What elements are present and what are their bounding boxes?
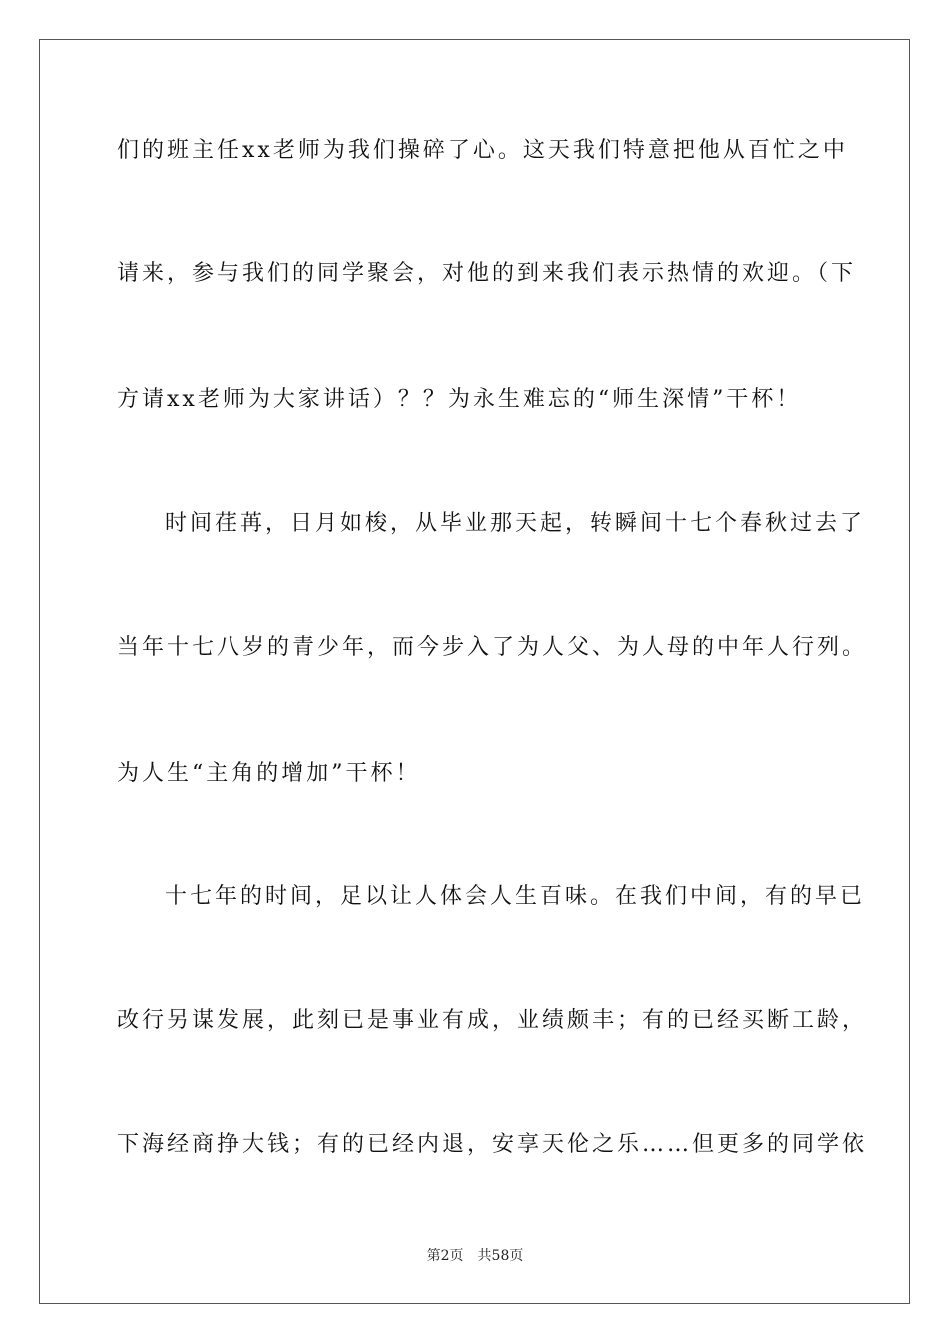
page-footer [0,1246,950,1266]
body-text-line-6: 为人生“主角的增加”干杯！ [117,761,421,786]
body-text-line-2: 请来，参与我们的同学聚会，对他的到来我们表示热情的欢迎。（下 [117,261,857,286]
body-text-line-9: 下海经商挣大钱；有的已经内退，安享天伦之乐……但更多的同学依 [117,1132,868,1157]
body-text-line-7: 十七年的时间，足以让人体会人生百味。在我们中间，有的早已 [165,884,866,909]
page-border [39,39,910,1304]
body-text-line-4: 时间荏苒，日月如梭，从毕业那天起，转瞬间十七个春秋过去了 [165,511,866,536]
total-pages-label: 共58页 [477,1248,524,1264]
body-text-line-1: 们的班主任xx老师为我们操碎了心。这天我们特意把他从百忙之中 [117,138,848,163]
body-text-line-3: 方请xx老师为大家讲话）？？为永生难忘的“师生深情”干杯！ [117,387,802,412]
current-page-label: 第2页 [426,1248,464,1264]
body-text-line-5: 当年十七八岁的青少年，而今步入了为人父、为人母的中年人行列。 [117,635,868,660]
body-text-line-8: 改行另谋发展，此刻已是事业有成，业绩颇丰；有的已经买断工龄， [117,1008,868,1033]
